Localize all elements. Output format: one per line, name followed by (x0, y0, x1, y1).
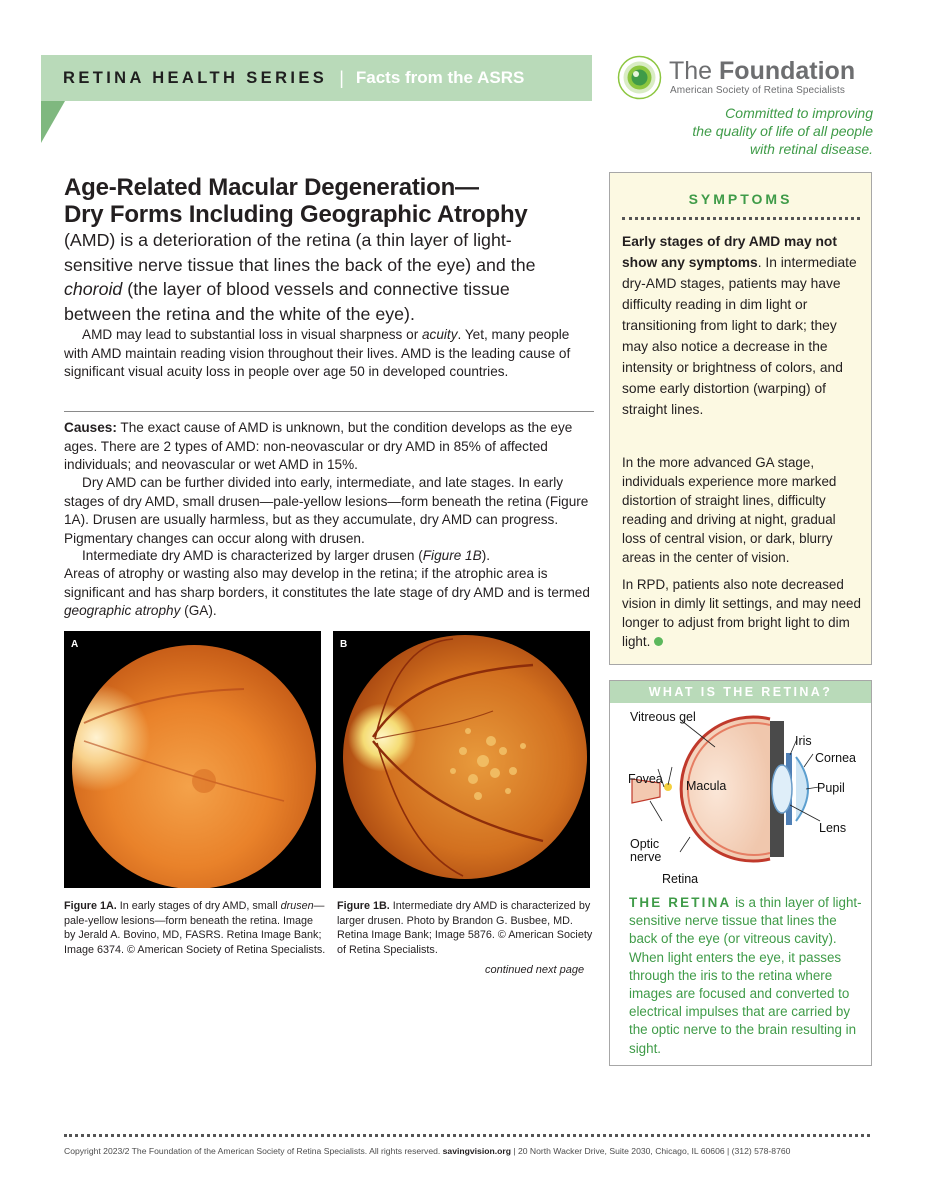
symptoms-sidebar (609, 172, 872, 665)
footer: Copyright 2023/2 The Foundation of the American Society of Retina Specialists. All rights reserved. savingvision.org | 20 North Wacker Drive, Suite 2030, Chicago, IL 60606 | (312) 578-8760 (64, 1146, 791, 1156)
end-mark-icon (654, 637, 663, 646)
label-retina: Retina (662, 872, 699, 886)
symptoms-paragraph-1: Early stages of dry AMD may not show any symptoms. In intermediate dry-AMD stages, patients may have difficulty reading in dim light or transitioning from light to dark; they may also notice a decrease in the intensity or brightness of colors, and some early distortion (warping) of straight lines. (622, 234, 857, 417)
figure-1a-caption: Figure 1A. In early stages of dry AMD, small drusen—pale-yellow lesions—form beneath the retina. Image by Jerald A. Bovino, MD, FASRS. Retina Image Bank; Image 6374. © American Society of Retina Specialists. (64, 900, 326, 956)
figure-1b-letter: B (340, 639, 348, 650)
retina-description: THE RETINA is a thin layer of light-sensitive nerve tissue that lines the back of the eye (or vitreous cavity). When light enters the eye, it passes through the iris to the retina where images are focused and converted to electrical impulses that are carried by the optic nerve to the brain resulting in sight. (629, 895, 862, 1056)
label-vitreous-gel: Vitreous gel (630, 710, 696, 724)
figure-1b-fundus-image (333, 631, 590, 888)
figure-1a-fundus-image (64, 631, 321, 888)
intro-paragraph: AMD may lead to substantial loss in visual sharpness or acuity. Yet, many people with AMD maintain reading vision throughout their lives. AMD is the leading cause of significant visual acuity loss in people over age 50 in developed countries. (64, 327, 571, 379)
label-lens: Lens (819, 821, 847, 835)
foundation-logo[interactable] (617, 55, 879, 101)
label-pupil: Pupil (817, 781, 845, 795)
tagline: Committed to improving the quality of life of all people with retinal disease. (692, 105, 873, 157)
label-macula: Macula (686, 779, 727, 793)
logo-subtitle: American Society of Retina Specialists (670, 85, 845, 96)
eye-anatomy-diagram (620, 709, 865, 886)
logo-wordmark: The Foundation (669, 57, 856, 85)
label-iris: Iris (795, 734, 812, 748)
banner-subtitle: Facts from the ASRS (355, 68, 525, 87)
foundation-logo-icon (617, 55, 662, 100)
figure-1b-caption: Figure 1B. Intermediate dry AMD is characterized by larger drusen. Photo by Brandon G. Busbee, MD. Retina Image Bank; Image 5876. © American Society of Retina Specialists. (337, 900, 593, 956)
continued-note: continued next page (485, 964, 585, 976)
label-nerve: nerve (630, 850, 662, 864)
stages-paragraph: Dry AMD can be further divided into early, intermediate, and late stages. In early stages of dry AMD, small drusen—pale-yellow lesions—form beneath the retina (Figure 1A). Drusen are usually harmless, but as they accumulate, dry AMD can progress. Pigmentary changes can occur along with drusen. (64, 475, 589, 546)
page-title: Age-Related Macular Degeneration— Dry Forms Including Geographic Atrophy (64, 174, 528, 228)
series-banner (41, 55, 592, 101)
symptoms-paragraph-2: In the more advanced GA stage, individuals experience more marked distortion of straight lines, difficulty reading and driving at night, gradual loss of central vision, or dark, blurry areas in the center of vision. (622, 455, 837, 565)
dotted-divider (622, 217, 860, 220)
symptoms-heading: SYMPTOMS (688, 191, 793, 207)
causes-paragraph: Causes: The exact cause of AMD is unknown, but the condition develops as the eye ages. There are 2 types of AMD: non-neovascular or dry AMD in 85% of affected individuals; and neovascular or wet AMD in 15%. (64, 420, 573, 472)
section-divider (64, 411, 594, 412)
atrophy-paragraph: Areas of atrophy or wasting also may develop in the retina; if the atrophic area is significant and has sharp borders, it constitutes the late stage of dry AMD and is termed geographic atrophy (GA). (64, 566, 590, 618)
figure-1a-letter: A (71, 639, 79, 650)
intermediate-paragraph: Intermediate dry AMD is characterized by larger drusen (Figure 1B). (82, 548, 490, 563)
label-fovea: Fovea (628, 772, 663, 786)
footer-website-link[interactable]: savingvision.org (442, 1146, 511, 1156)
footer-divider (64, 1134, 870, 1137)
label-cornea: Cornea (815, 751, 856, 765)
label-optic: Optic (630, 837, 660, 851)
retina-heading: WHAT IS THE RETINA? (610, 681, 871, 703)
retina-sidebar (609, 680, 872, 1066)
banner-separator: | (339, 67, 344, 88)
lede-paragraph: (AMD) is a deterioration of the retina (a thin layer of light- sensitive nerve tissue that lines the back of the eye) and the choroid (the layer of blood vessels and connective tissue between the retina and the white of the eye). (64, 230, 536, 324)
banner-fold-shape (41, 101, 65, 143)
symptoms-paragraph-3: In RPD, patients also note decreased vision in dimly lit settings, and may need longer to adjust from bright light to dim light. (622, 577, 861, 649)
series-title: RETINA HEALTH SERIES (63, 68, 328, 87)
